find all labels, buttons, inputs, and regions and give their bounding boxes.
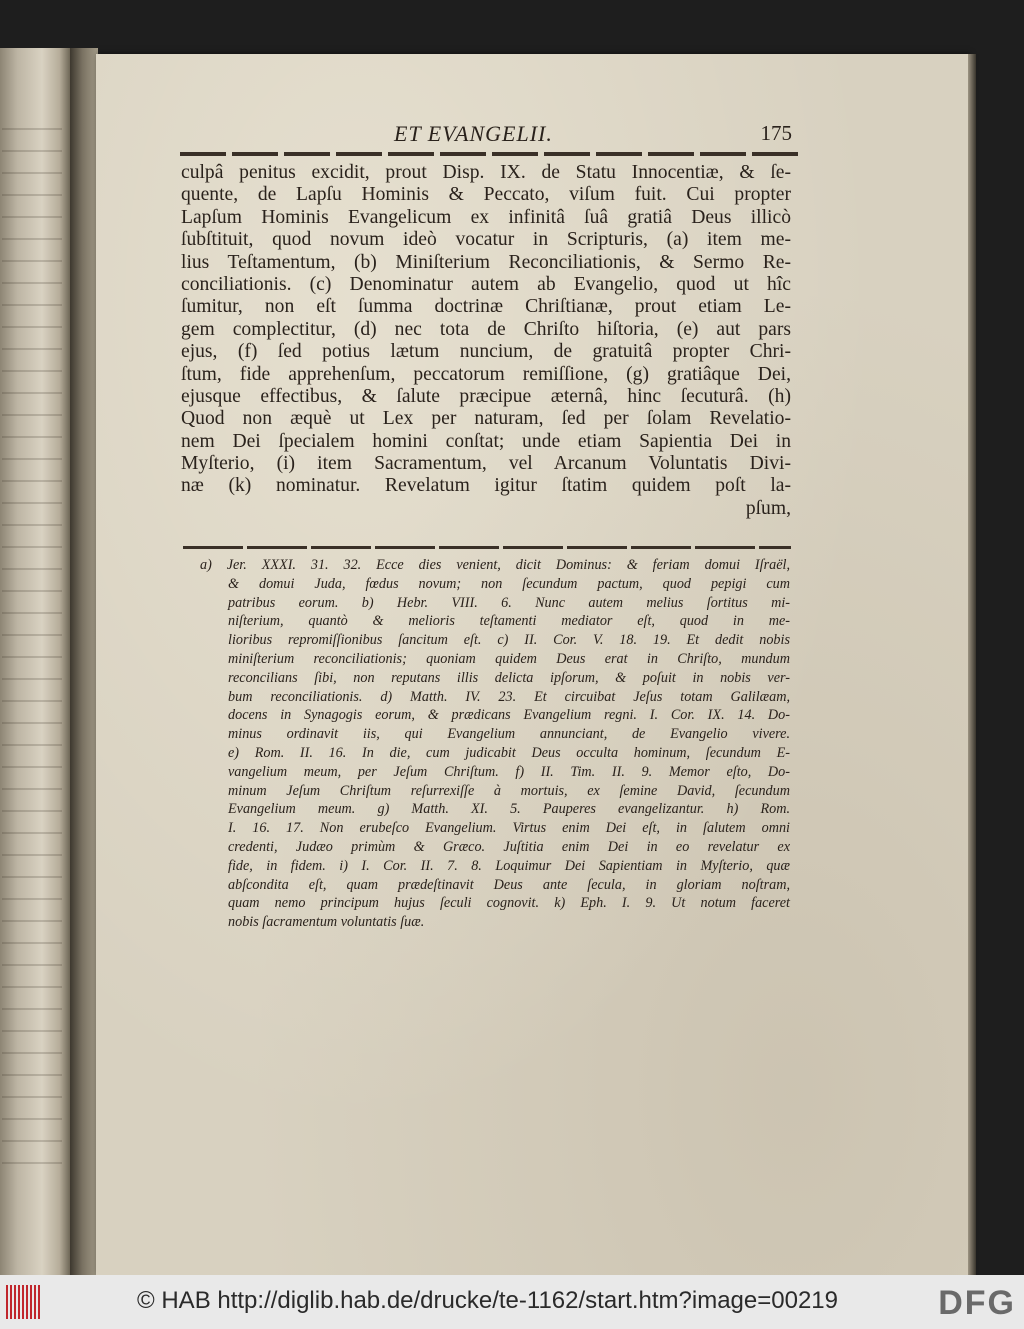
footnotes [200,556,790,932]
text-line: ejus, (f) ſed potius lætum nuncium, de gratuitâ propter Chri- [181,341,791,363]
text-line: gem complectitur, (d) nec tota de Chriſto hiſtoria, (e) aut pars [181,318,791,340]
footnote-line: credenti, Judæo primùm & Græco. Juſtitia enim Dei in eo revelatur ex [228,838,790,855]
text-line: næ (k) nominatur. Revelatum igitur ſtatim quidem poſt la- [181,475,791,497]
footnote-line: minum Jeſum Chriſtum reſurrexiſſe à mortuis, ex ſemine David, ſecundum [228,782,790,799]
footnote-line: abſcondita eſt, quam prædeſtinavit Deus ante ſecula, in gloriam noſtram, [228,876,790,893]
text-line: ſtum, fide apprehenſum, peccatorum remiſſione, (g) gratiâque Dei, [181,363,791,385]
footnote-line: Evangelium meum. g) Matth. XI. 5. Pauperes evangelizantur. h) Rom. [228,801,790,818]
footnote-line: patribus eorum. b) Hebr. VIII. 6. Nunc autem melius ſortitus mi- [228,594,790,611]
footnote-line: niſterium, quantò & melioris teſtamenti mediator eſt, quod in me- [228,613,790,630]
copyright-link[interactable]: © HAB http://diglib.hab.de/drucke/te-1162/start.htm?image=00219 [137,1287,838,1314]
running-head: ET EVANGELII. [394,121,553,146]
footnote-line: I. 16. 17. Non erubeſco Evangelium. Virtus enim Dei eſt, in ſalutem omni [228,820,790,837]
footnote-line: e) Rom. II. 16. In die, cum judicabit Deus occulta hominum, ſecundum E- [228,744,790,761]
footnote-line: minus ordinavit iis, qui Evangelium annunciant, de Evangelio vivere. [228,726,790,743]
page-edge [968,54,976,1275]
footnote-line: quam nemo principum hujus ſeculi cognovit. k) Eph. I. 9. Ut notum faceret [228,895,790,912]
book-gutter [70,48,98,1275]
previous-page-text-lines [2,128,62,1178]
page-header [180,121,798,155]
text-line: quente, de Lapſu Hominis & Peccato, viſum fuit. Cui propter [181,184,791,206]
footnote-line: reconcilians ſibi, non reputans illis delicta ipſorum, & poſuit in nobis ver- [228,669,790,686]
main-text [181,162,791,520]
text-line: ſubſtituit, quod novum ideò vocatur in Scripturis, (a) item me- [181,229,791,251]
footnote-line: lioribus repromiſſionibus ſancitum eſt. c) II. Cor. V. 18. 19. Et dedit nobis [228,632,790,649]
hab-logo-icon [6,1285,40,1319]
footnote-line: a) Jer. XXXI. 31. 32. Ecce dies venient, dicit Dominus: & feriam domui Iſraël, [200,557,790,573]
text-line: Myſterio, (i) item Sacramentum, vel Arcanum Voluntatis Divi- [181,453,791,475]
text-line: ejusque effectibus, & ſalute præcipue æternâ, hinc ſecuturâ. (h) [181,385,791,407]
footnote-line: & domui Juda, fœdus novum; non ſecundum pactum, quod pepigi cum [228,575,790,592]
footnote-line: nobis ſacramentum voluntatis ſuæ. [228,914,425,931]
text-line: Lapſum Hominis Evangelicum ex infinitâ ſuâ gratiâ Deus illicò [181,206,791,228]
footnote-line: vangelium meum, per Jeſum Chriſtum. f) II. Tim. II. 9. Memor eſto, Do- [228,763,790,780]
text-line: nem Dei ſpecialem homini conſtat; unde etiam Sapientia Dei in [181,430,791,452]
header-rule [180,152,798,156]
text-line: conciliationis. (c) Denominatur autem ab Evangelio, quod ut hîc [181,273,791,295]
footnote-line: bum reconciliationis. d) Matth. IV. 23. Et circuibat Jeſus totam Galilæam, [228,688,790,705]
footnote-line: docens in Synagogis eorum, & prædicans Evangelium regni. I. Cor. IX. 14. Do- [228,707,790,724]
page-number: 175 [760,121,792,145]
footnote-line: miniſterium reconciliationis; quoniam quidem Deus erat in Chriſto, mundum [228,650,790,667]
footnote-rule [183,546,791,549]
dfg-logo: DFG [938,1284,1016,1322]
text-line: culpâ penitus excidit, prout Disp. IX. de Statu Innocentiæ, & ſe- [181,162,791,183]
catchword: pſum, [745,497,791,519]
previous-page-edge [0,48,70,1275]
footnote-line: fide, in fidem. i) I. Cor. II. 7. 8. Loquimur Dei Sapientiam in Myſterio, quæ [228,857,790,874]
viewer-footer [0,1275,1024,1329]
text-line: lius Teſtamentum, (b) Miniſterium Reconciliationis, & Sermo Re- [181,251,791,273]
text-line: ſumitur, non eſt ſumma doctrinæ Chriſtianæ, prout etiam Le- [181,296,791,318]
text-line: Quod non æquè ut Lex per naturam, ſed per ſolam Revelatio- [181,408,791,430]
